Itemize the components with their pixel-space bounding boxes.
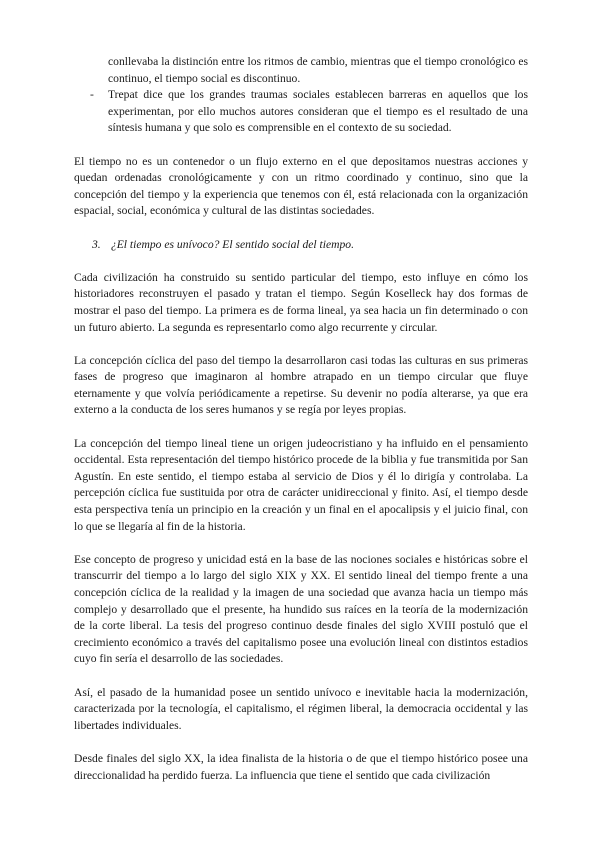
section-heading — [74, 237, 528, 254]
paragraph: Ese concepto de progreso y unicidad está en la base de las nociones sociales e históricas sobre el transcurrir del tiempo a lo largo del siglo XIX y XX. El sentido lineal del tiempo frente a una concepción cíclica de la realidad y la imagen de una sociedad que avanza hacia un tiempo más complejo y desarrollado que el presente, ha hundido sus raíces en la teoría de la modernización de la corte liberal. La tesis del progreso continuo desde finales del siglo XVIII postuló que el crecimiento económico a través del capitalismo posee una evolución lineal con distintos estadios cuyo fin sería el desarrollo de las sociedades. — [74, 552, 528, 666]
paragraph: El tiempo no es un contenedor o un flujo externo en el que depositamos nuestras acciones y quedan ordenadas cronológicamente y con un ritmo coordinado y continuo, sino que la concepción del tiempo y la experiencia que tenemos con él, está relacionada con la organización espacial, social, económica y cultural de las distintas sociedades. — [74, 154, 528, 218]
section-number: 3. — [92, 237, 101, 251]
bullet-item — [74, 87, 528, 137]
section-title: ¿El tiempo es unívoco? El sentido social del tiempo. — [110, 237, 355, 251]
bullet-text: Trepat dice que los grandes traumas sociales establecen barreras en aquellos que los experimentan, por ello muchos autores consideran que el tiempo es el resultado de una síntesis humana y que solo es comprensible en el contexto de su sociedad. — [108, 88, 528, 135]
paragraph: Desde finales del siglo XX, la idea finalista de la historia o de que el tiempo histórico posee una direccionalidad ha perdido fuerza. La influencia que tiene el sentido que cada civilización — [74, 751, 528, 782]
paragraph: La concepción del tiempo lineal tiene un origen judeocristiano y ha influido en el pensamiento occidental. Esta representación del tiempo histórico procede de la biblia y fue transmitida por San Agustín. En este sentido, el tiempo estaba al servicio de Dios y él lo dirigía y controlaba. La percepción cíclica fue sustituida por otra de carácter unidireccional y finito. Así, el tiempo desde esta perspectiva tenía un principio en la creación y un final en el apocalipsis y el juicio final, con lo que se llegaría al fin de la historia. — [74, 436, 528, 533]
paragraph: Cada civilización ha construido su sentido particular del tiempo, esto influye en cómo los historiadores reconstruyen el pasado y tratan el tiempo. Según Koselleck hay dos formas de mostrar el paso del tiempo. La primera es de forma lineal, ya sea hacia un fin determinado o con un futuro abierto. La segunda es representarlo como algo recurrente y circular. — [74, 270, 528, 334]
page-content — [74, 54, 528, 784]
bullet-dash: - — [90, 88, 94, 102]
bullet-continuation: conllevaba la distinción entre los ritmos de cambio, mientras que el tiempo cronológico es continuo, el tiempo social es discontinuo. — [108, 55, 528, 85]
paragraph: La concepción cíclica del paso del tiempo la desarrollaron casi todas las culturas en sus primeras fases de progreso que imaginaron al hombre atrapado en un tiempo circular que fluye eternamente y que volvía periódicamente a repetirse. Su devenir no podía alterarse, ya que era externo a la conducta de los seres humanos y se regía por leyes propias. — [74, 353, 528, 417]
paragraph: Así, el pasado de la humanidad posee un sentido unívoco e inevitable hacia la modernización, caracterizada por la tecnología, el capitalismo, el régimen liberal, la democracia occidental y las libertades individuales. — [74, 685, 528, 732]
